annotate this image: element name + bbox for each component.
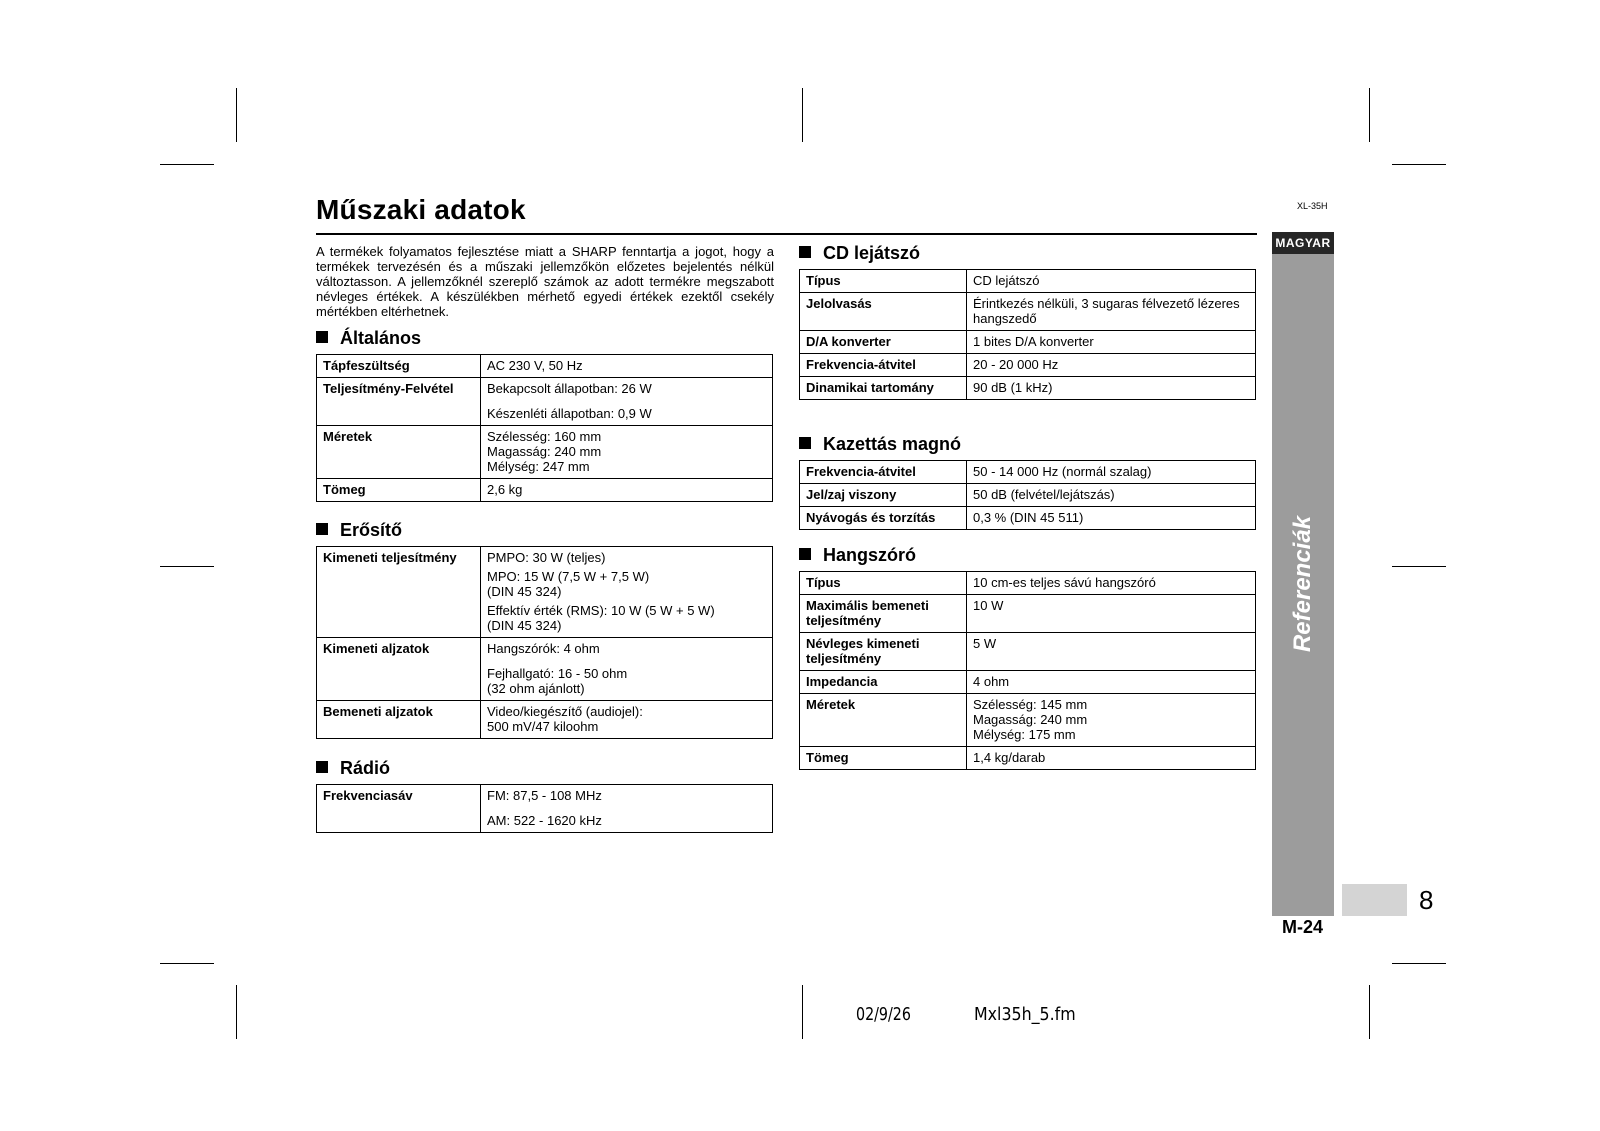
spec-value: Video/kiegészítő (audiojel): — [487, 704, 643, 719]
table-row — [800, 507, 1256, 530]
spec-value: Érintkezés nélküli, 3 sugaras félvezető lézeres hangszedő — [973, 296, 1240, 326]
spec-value: 50 - 14 000 Hz (normál szalag) — [973, 464, 1152, 479]
spec-table-radio — [316, 784, 773, 833]
language-tab: MAGYAR — [1272, 232, 1334, 254]
manual-page-number: M-24 — [1282, 917, 1324, 937]
square-bullet-icon — [316, 761, 328, 773]
table-row — [800, 377, 1256, 400]
spec-value: Szélesség: 160 mm — [487, 429, 602, 444]
spec-table-cd — [799, 269, 1256, 400]
spec-value: 1,4 kg/darab — [973, 750, 1046, 765]
spec-value: 5 W — [973, 636, 997, 651]
table-row — [800, 595, 1256, 633]
spec-value: FM: 87,5 - 108 MHz — [487, 788, 602, 803]
spec-value: CD lejátszó — [973, 273, 1040, 288]
table-row — [800, 633, 1256, 671]
table-row — [800, 747, 1256, 770]
spec-value: (DIN 45 324) — [487, 618, 562, 633]
spec-value: 1 bites D/A konverter — [973, 334, 1094, 349]
spec-value: 500 mV/47 kiloohm — [487, 719, 599, 734]
table-row — [800, 484, 1256, 507]
table-row — [317, 638, 773, 701]
spec-label: Nyávogás és torzítás — [800, 507, 967, 530]
spec-value-cell — [481, 479, 773, 502]
intro-paragraph: A termékek folyamatos fejlesztése miatt a SHARP fenntartja a jogot, hogy a termékek tervezésén és a műszaki jellemzőkön előzetes bejelentés nélkül változtasson. A jellemzőknél szereplő számok az adott termékre megszabott névleges értékek. A készülékben mérhető egyedi értékek ezektől csekély mértékben eltérhetnek. — [316, 244, 774, 319]
spec-value-cell — [967, 633, 1256, 671]
page-title: Műszaki adatok — [316, 194, 526, 225]
spec-value-cell — [967, 507, 1256, 530]
section-side-label: Referenciák — [1289, 515, 1316, 653]
table-row — [800, 293, 1256, 331]
spec-value-cell — [967, 293, 1256, 331]
footer-date: 02/9/26 — [856, 1004, 911, 1025]
spec-value: (DIN 45 324) — [487, 584, 562, 599]
table-row — [317, 479, 773, 502]
spec-label: Bemeneti aljzatok — [317, 701, 481, 739]
section-heading-cassette: Kazettás magnó — [799, 433, 961, 455]
table-row — [800, 694, 1256, 747]
spec-table-cassette — [799, 460, 1256, 530]
table-row — [800, 671, 1256, 694]
table-row — [317, 378, 773, 426]
spec-value: AC 230 V, 50 Hz — [487, 358, 583, 373]
spec-label: Impedancia — [800, 671, 967, 694]
square-bullet-icon — [316, 331, 328, 343]
spec-value: Hangszórók: 4 ohm — [487, 641, 600, 656]
spec-value: Effektív érték (RMS): 10 W (5 W + 5 W) — [487, 603, 715, 618]
section-heading-radio: Rádió — [316, 757, 390, 779]
table-row — [800, 331, 1256, 354]
spec-value: AM: 522 - 1620 kHz — [487, 813, 602, 828]
spec-value-cell — [967, 572, 1256, 595]
spec-label: Méretek — [317, 426, 481, 479]
table-row — [800, 572, 1256, 595]
spec-value: Szélesség: 145 mm — [973, 697, 1088, 712]
footer-filename: Mxl35h_5.fm — [974, 1004, 1076, 1025]
spec-label: Dinamikai tartomány — [800, 377, 967, 400]
spec-value: Bekapcsolt állapotban: 26 W — [487, 381, 652, 396]
spec-value: MPO: 15 W (7,5 W + 7,5 W) — [487, 569, 650, 584]
spec-value-cell — [967, 331, 1256, 354]
spec-label: Típus — [800, 572, 967, 595]
section-heading-amplifier: Erősítő — [316, 519, 402, 541]
spec-value: PMPO: 30 W (teljes) — [487, 550, 606, 565]
table-row — [800, 461, 1256, 484]
spec-label: Tápfeszültség — [317, 355, 481, 378]
spec-value-cell — [967, 671, 1256, 694]
spec-table-speaker — [799, 571, 1256, 770]
spec-value-cell — [481, 785, 773, 833]
spec-value: Magasság: 240 mm — [973, 712, 1088, 727]
spec-value-cell — [967, 595, 1256, 633]
table-row — [800, 270, 1256, 293]
spec-label: Maximális bemeneti teljesítmény — [800, 595, 967, 633]
spec-value: 20 - 20 000 Hz — [973, 357, 1059, 372]
section-heading-general: Általános — [316, 327, 421, 349]
spec-value: Készenléti állapotban: 0,9 W — [487, 406, 652, 421]
spec-value: 4 ohm — [973, 674, 1010, 689]
section-heading-speaker: Hangszóró — [799, 544, 916, 566]
square-bullet-icon — [799, 437, 811, 449]
spec-label: Tömeg — [317, 479, 481, 502]
spec-label: Méretek — [800, 694, 967, 747]
spec-value: (32 ohm ajánlott) — [487, 681, 585, 696]
square-bullet-icon — [316, 523, 328, 535]
table-row — [800, 354, 1256, 377]
spec-value: Mélység: 175 mm — [973, 727, 1076, 742]
spec-value-cell — [967, 354, 1256, 377]
spec-value: 0,3 % (DIN 45 511) — [973, 510, 1084, 525]
table-row — [317, 426, 773, 479]
page-number: 8 — [1419, 885, 1434, 915]
spec-label: Típus — [800, 270, 967, 293]
spec-value: 10 cm-es teljes sávú hangszóró — [973, 575, 1156, 590]
page-marker-box — [1342, 884, 1407, 916]
table-row — [317, 701, 773, 739]
spec-value-cell — [967, 270, 1256, 293]
spec-value-cell — [967, 461, 1256, 484]
spec-label: Kimeneti teljesítmény — [317, 547, 481, 638]
spec-label: Frekvenciasáv — [317, 785, 481, 833]
spec-value-cell — [481, 638, 773, 701]
spec-value: 10 W — [973, 598, 1004, 613]
table-row — [317, 355, 773, 378]
spec-label: Tömeg — [800, 747, 967, 770]
spec-table-general — [316, 354, 773, 502]
section-heading-cd: CD lejátszó — [799, 242, 920, 264]
spec-value-cell — [967, 694, 1256, 747]
square-bullet-icon — [799, 548, 811, 560]
spec-value: 50 dB (felvétel/lejátszás) — [973, 487, 1115, 502]
table-row — [317, 785, 773, 833]
spec-value-cell — [967, 377, 1256, 400]
spec-label: Frekvencia-átvitel — [800, 461, 967, 484]
spec-table-amplifier — [316, 546, 773, 739]
spec-value: 90 dB (1 kHz) — [973, 380, 1053, 395]
table-row — [317, 547, 773, 638]
spec-value-cell — [481, 378, 773, 426]
spec-value-cell — [967, 484, 1256, 507]
spec-label: Frekvencia-átvitel — [800, 354, 967, 377]
spec-value: Fejhallgató: 16 - 50 ohm — [487, 666, 628, 681]
square-bullet-icon — [799, 246, 811, 258]
spec-label: Kimeneti aljzatok — [317, 638, 481, 701]
spec-value: Mélység: 247 mm — [487, 459, 590, 474]
spec-label: Névleges kimeneti teljesítmény — [800, 633, 967, 671]
spec-value-cell — [481, 701, 773, 739]
model-number: XL-35H — [1297, 201, 1328, 211]
spec-label: Jelolvasás — [800, 293, 967, 331]
spec-value: 2,6 kg — [487, 482, 523, 497]
title-rule — [316, 233, 1257, 235]
spec-value-cell — [481, 426, 773, 479]
spec-label: D/A konverter — [800, 331, 967, 354]
spec-value: Magasság: 240 mm — [487, 444, 602, 459]
spec-value-cell — [967, 747, 1256, 770]
spec-label: Jel/zaj viszony — [800, 484, 967, 507]
spec-label: Teljesítmény-Felvétel — [317, 378, 481, 426]
spec-value-cell — [481, 355, 773, 378]
spec-value-cell — [481, 547, 773, 638]
